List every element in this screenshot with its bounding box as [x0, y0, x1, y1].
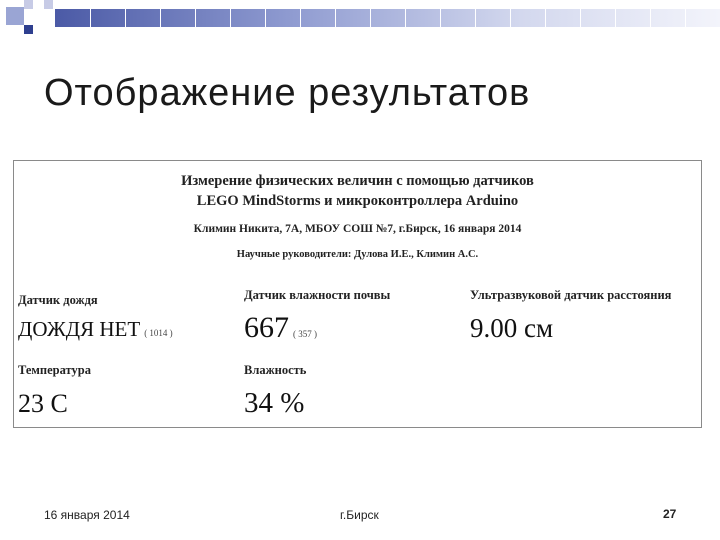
temperature-value: 23 C	[18, 389, 68, 418]
decor-bar-divider	[405, 9, 406, 27]
soil-sensor-reading: 667	[244, 311, 289, 344]
soil-sensor-value	[244, 311, 317, 345]
decor-bar-divider	[685, 9, 686, 27]
decor-square-dark	[24, 25, 33, 34]
decor-bar-divider	[265, 9, 266, 27]
decor-bar-divider	[370, 9, 371, 27]
decor-gradient-bar	[55, 9, 720, 27]
footer-date: 16 января 2014	[44, 508, 130, 522]
results-screen	[13, 160, 702, 428]
rain-sensor-value	[18, 317, 173, 342]
decor-bar-divider	[580, 9, 581, 27]
author-line: Климин Никита, 7А, МБОУ СОШ №7, г.Бирск, 16 января 2014	[193, 223, 522, 235]
decor-bar-divider	[615, 9, 616, 27]
rain-sensor-reading: ДОЖДЯ НЕТ	[18, 317, 141, 341]
distance-sensor-label: Ультразвуковой датчик расстояния	[470, 288, 672, 302]
rain-sensor-label: Датчик дождя	[18, 293, 98, 307]
humidity-label: Влажность	[244, 363, 307, 377]
supervisors-line: Научные руководители: Дулова И.Е., Климин А.С.	[236, 249, 479, 260]
decor-bar-divider	[510, 9, 511, 27]
decor-bar-divider	[335, 9, 336, 27]
footer-location: г.Бирск	[340, 508, 379, 522]
distance-sensor-value: 9.00 см	[470, 313, 554, 343]
decor-bar-divider	[545, 9, 546, 27]
decor-square-small	[24, 0, 33, 9]
rain-sensor-raw: ( 1014 )	[144, 328, 173, 338]
soil-sensor-label: Датчик влажности почвы	[244, 288, 391, 302]
decor-bar-divider	[90, 9, 91, 27]
decor-bar-divider	[195, 9, 196, 27]
page-number: 27	[663, 507, 677, 521]
screen-header-line2: LEGO MindStorms и микроконтроллера Arduino	[196, 193, 519, 209]
decor-square-large	[6, 7, 24, 25]
decor-bar-divider	[230, 9, 231, 27]
screen-header-line1: Измерение физических величин с помощью датчиков	[181, 173, 534, 189]
decor-bar-divider	[300, 9, 301, 27]
humidity-value: 34 %	[244, 387, 305, 419]
decor-bar-divider	[125, 9, 126, 27]
soil-sensor-raw: ( 357 )	[293, 329, 317, 339]
decor-bar-divider	[440, 9, 441, 27]
decor-bar-divider	[650, 9, 651, 27]
temperature-label: Температура	[18, 363, 91, 377]
decor-square-small	[44, 0, 53, 9]
decor-bar-divider	[475, 9, 476, 27]
slide-title: Отображение результатов	[44, 72, 531, 114]
decor-bar-divider	[160, 9, 161, 27]
